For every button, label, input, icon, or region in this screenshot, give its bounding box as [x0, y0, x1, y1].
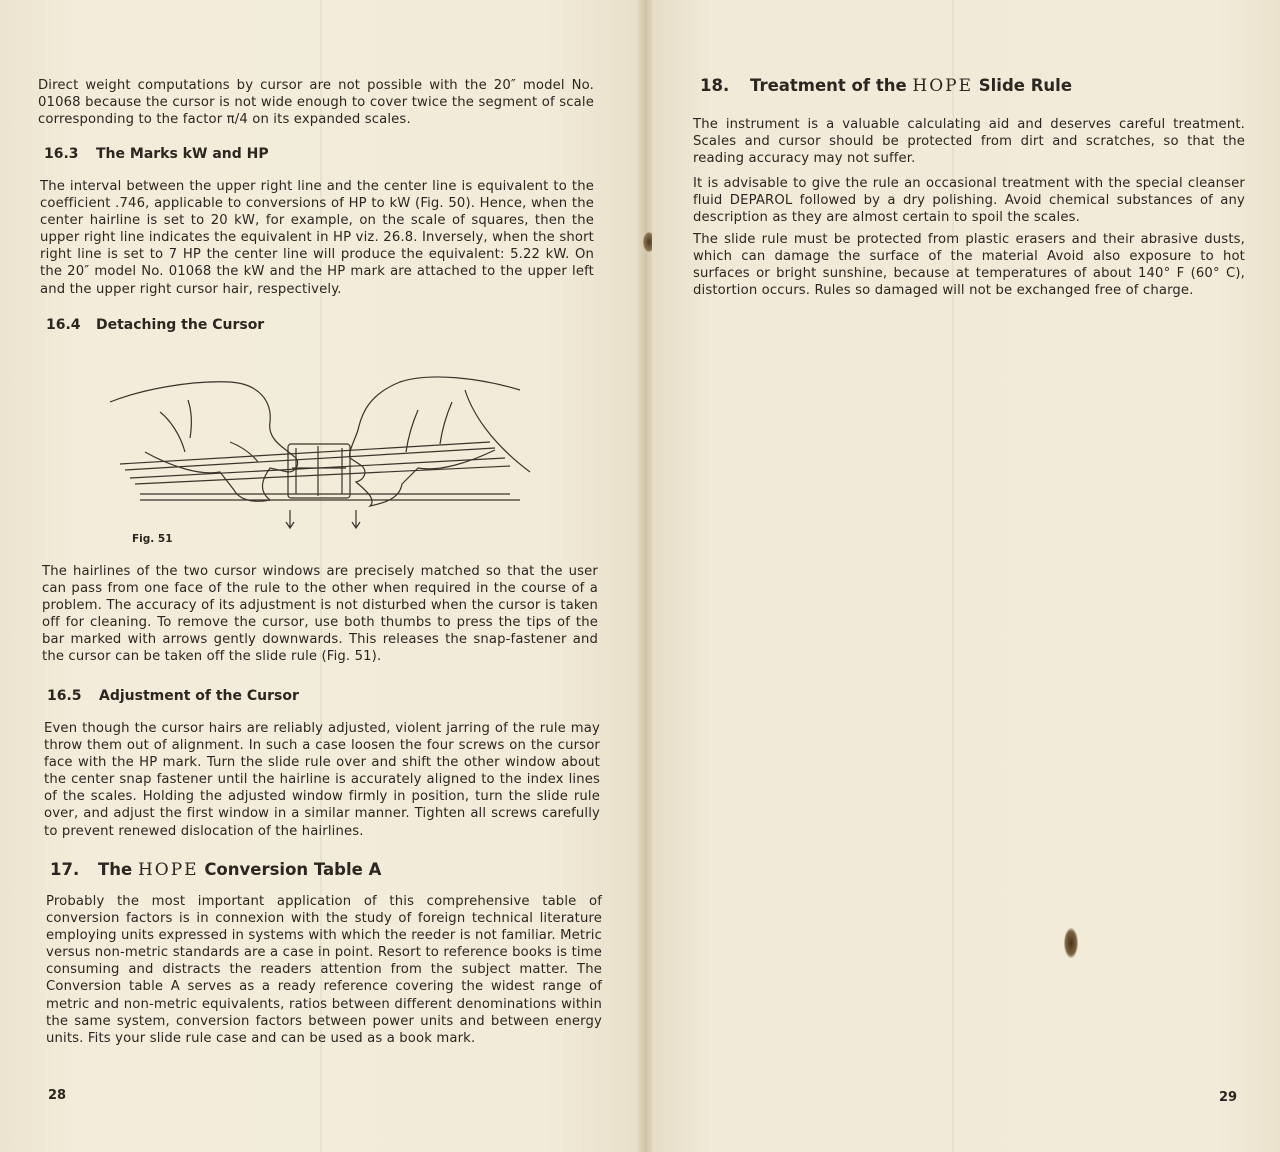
section-16-3-body: The interval between the upper right line and the center line is equivalent to the coefficient .746, applicable to conversions of HP to kW (Fig. 50). Hence, when the center hairline is set to 20 kW, for example, on the scale of squares, then the upper right line indicates the equivalent in HP viz. 26.8. Inversely, when the short right line is set to 7 HP the center line will produce the equivalent: 5.22 kW. On the 20″ model No. 01068 the kW and the HP mark are attached to the upper left and the upper right cursor hair, respectively.: [40, 179, 594, 297]
section-16-4-body-block: [42, 563, 598, 666]
section-title-post: Slide Rule: [978, 76, 1073, 95]
section-16-5-body-block: [44, 720, 600, 840]
rule-top-line: [125, 448, 495, 470]
rule-top-line: [120, 442, 490, 464]
section-title: Adjustment of the Cursor: [99, 688, 299, 704]
left-hand-detail: [188, 400, 191, 438]
ink-stain: [1064, 928, 1078, 958]
paper-fold: [952, 0, 954, 1152]
page-number: 29: [1219, 1090, 1238, 1105]
down-arrow-right: [352, 510, 360, 528]
section-title-post: Conversion Table A: [204, 860, 382, 879]
left-hand-detail: [160, 412, 185, 452]
section-number: 18.: [700, 76, 730, 95]
section-18-paragraph-3: The slide rule must be protected from plastic erasers and their abrasive dusts, which can damage the surface of the material Avoid also exposure to hot surfaces or bright sunshine, because at temperatures of about 140° F (60° C), distortion occurs. Rules so damaged will not be exchanged free of charge.: [693, 232, 1245, 299]
section-number: 16.4: [46, 317, 81, 333]
intro-paragraph: Direct weight computations by cursor are not possible with the 20″ model No. 01068 because the cursor is not wide enough to cover twice the segment of scale corresponding to the factor π/4 on its expanded scales.: [38, 78, 594, 128]
cursor-detach-illustration: [100, 372, 540, 532]
right-page: [652, 0, 1280, 1152]
section-title: Detaching the Cursor: [96, 317, 265, 333]
section-number: 16.3: [44, 146, 79, 162]
section-18-paragraph-3-block: [693, 231, 1245, 299]
section-17-body-block: [46, 893, 602, 1047]
section-17-heading: [50, 860, 381, 880]
section-16-4-heading: [46, 317, 264, 333]
section-16-5-heading: [47, 688, 299, 704]
page-number: 28: [48, 1088, 67, 1103]
section-title-pre: Treatment of the: [750, 76, 907, 95]
section-16-3-heading: [44, 146, 269, 162]
section-number: 16.5: [47, 688, 82, 704]
hope-brand-mark: HOPE: [137, 860, 199, 880]
section-16-4-body: The hairlines of the two cursor windows are precisely matched so that the user can pass from one face of the rule to the other when required in the course of a problem. The accuracy of its adjustment is not disturbed when the cursor is taken off for cleaning. To remove the cursor, use both thumbs to press the tips of the bar marked with arrows gently downwards. This releases the snap-fastener and the cursor can be taken off the slide rule (Fig. 51).: [42, 564, 598, 665]
section-title-pre: The: [98, 860, 133, 879]
hope-brand-mark: HOPE: [912, 76, 974, 96]
section-17-body: Probably the most important application of this comprehensive table of conversion factors is in connexion with the study of foreign technical literature employing units expressed in systems with which the reeder is not familiar. Metric versus non-metric standards are a case in point. Resort to reference books is time consuming and distracts the readers attention from the subject matter. The Conversion table A serves as a ready reference covering the widest range of metric and non-metric equivalents, ratios between different denominations within the same system, conversion factors between power units and between energy units. Fits your slide rule case and can be used as a book mark.: [46, 894, 602, 1046]
section-16-3-body-block: [40, 178, 594, 298]
figure-caption: Fig. 51: [132, 533, 173, 545]
intro-paragraph-block: [38, 77, 594, 128]
section-16-5-body: Even though the cursor hairs are reliably adjusted, violent jarring of the rule may throw them out of alignment. In such a case loosen the four screws on the cursor face with the HP mark. Turn the slide rule over and shift the other window about the center snap fastener until the hairline is accurately aligned to the index lines of the scales. Holding the adjusted window firmly in position, turn the slide rule over, and adjust the first window in a similar manner. Tighten all screws carefully to prevent renewed dislocation of the hairlines.: [44, 721, 600, 839]
section-18-paragraph-1: The instrument is a valuable calculating aid and deserves careful treatment. Scales and cursor should be protected from dirt and scratches, so that the reading accuracy may not suffer.: [693, 117, 1245, 167]
right-hand-detail: [440, 402, 452, 444]
down-arrow-left: [286, 510, 294, 528]
section-18-paragraph-1-block: [693, 116, 1245, 167]
section-number: 17.: [50, 860, 80, 879]
left-thumb-line: [230, 442, 258, 462]
section-18-paragraph-2: It is advisable to give the rule an occasional treatment with the special cleanser fluid DEPAROL followed by a dry polishing. Avoid chemical substances of any description as they are almost certain to spoil the scales.: [693, 176, 1245, 226]
section-18-paragraph-2-block: [693, 175, 1245, 226]
right-hand-outline: [350, 377, 520, 506]
section-18-heading: [700, 76, 1072, 96]
right-hand-detail: [406, 410, 418, 452]
section-title: The Marks kW and HP: [96, 146, 269, 162]
